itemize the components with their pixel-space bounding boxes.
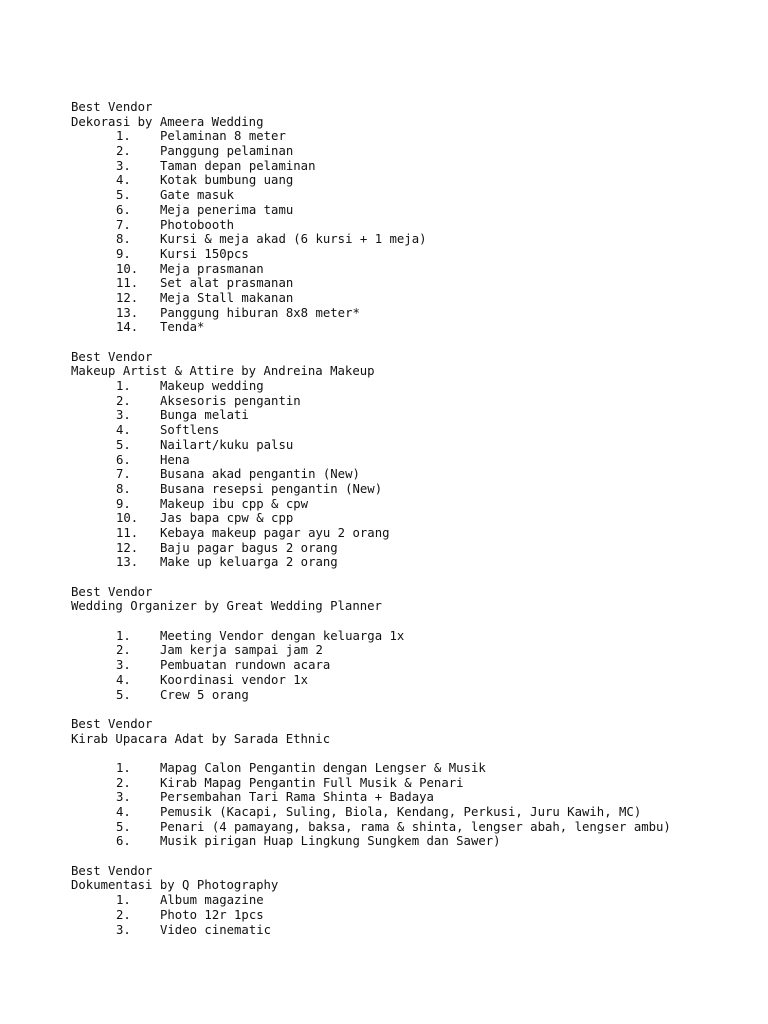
list-item <box>71 276 751 291</box>
list-item <box>71 408 751 423</box>
section-header: Best Vendor <box>71 863 153 878</box>
list-item <box>71 394 751 409</box>
document-body <box>71 100 751 937</box>
vendor-section <box>71 350 751 570</box>
list-item-number: 4. <box>116 423 131 438</box>
list-item <box>71 923 751 938</box>
vendor-section <box>71 717 751 849</box>
list-item-text: Koordinasi vendor 1x <box>160 672 309 687</box>
list-item-number: 4. <box>116 672 131 687</box>
list-item-text: Kirab Mapag Pengantin Full Musik & Penari <box>160 775 464 790</box>
list-spacer <box>71 746 751 761</box>
list-item <box>71 497 751 512</box>
list-item-text: Crew 5 orang <box>160 687 249 702</box>
list-item-number: 8. <box>116 232 131 247</box>
list-item <box>71 232 751 247</box>
list-item-text: Jas bapa cpw & cpp <box>160 511 294 526</box>
section-title: Wedding Organizer by Great Wedding Planner <box>71 599 382 614</box>
list-item <box>71 541 751 556</box>
list-item-text: Persembahan Tari Rama Shinta + Badaya <box>160 790 434 805</box>
section-header: Best Vendor <box>71 716 153 731</box>
list-item-number: 1. <box>116 379 131 394</box>
list-item-number: 5. <box>116 188 131 203</box>
list-item <box>71 423 751 438</box>
list-item-text: Pemusik (Kacapi, Suling, Biola, Kendang, Perkusi, Juru Kawih, MC) <box>160 805 642 819</box>
section-spacer <box>71 702 751 717</box>
list-item <box>71 805 751 820</box>
section-header: Best Vendor <box>71 349 153 364</box>
numbered-list <box>71 893 751 937</box>
list-item <box>71 129 751 144</box>
list-item-number: 12. <box>116 540 139 555</box>
list-item-number: 5. <box>116 819 131 834</box>
list-item-number: 10. <box>116 261 139 276</box>
section-title: Dokumentasi by Q Photography <box>71 878 279 893</box>
list-item-text: Album magazine <box>160 893 264 908</box>
list-item-number: 9. <box>116 496 131 511</box>
list-item <box>71 790 751 805</box>
list-item-number: 2. <box>116 144 131 159</box>
list-item-text: Nailart/kuku palsu <box>160 437 294 452</box>
list-item-text: Meja Stall makanan <box>160 290 294 305</box>
list-item-number: 6. <box>116 452 131 467</box>
list-item <box>71 908 751 923</box>
list-item-text: Meeting Vendor dengan keluarga 1x <box>160 628 405 643</box>
list-item-text: Bunga melati <box>160 408 249 423</box>
list-item <box>71 511 751 526</box>
list-item <box>71 526 751 541</box>
numbered-list <box>71 379 751 570</box>
list-item-number: 6. <box>116 202 131 217</box>
list-item-text: Makeup wedding <box>160 379 264 394</box>
list-item-number: 2. <box>116 393 131 408</box>
list-item-text: Penari (4 pamayang, baksa, rama & shinta, lengser abah, lengser ambu) <box>160 819 671 834</box>
list-item-number: 2. <box>116 907 131 922</box>
list-item-number: 5. <box>116 687 131 702</box>
list-item-text: Baju pagar bagus 2 orang <box>160 540 338 555</box>
list-item-number: 5. <box>116 437 131 452</box>
list-item-text: Hena <box>160 452 190 467</box>
list-item-text: Tenda* <box>160 320 205 335</box>
list-item-text: Meja prasmanan <box>160 261 264 276</box>
list-item <box>71 291 751 306</box>
list-item-text: Jam kerja sampai jam 2 <box>160 643 323 658</box>
list-item-text: Panggung pelaminan <box>160 144 294 159</box>
list-item-number: 2. <box>116 643 131 658</box>
list-item <box>71 262 751 277</box>
list-item-text: Pelaminan 8 meter <box>160 129 286 144</box>
list-item <box>71 658 751 673</box>
list-item-text: Make up keluarga 2 orang <box>160 555 338 570</box>
list-item-text: Pembuatan rundown acara <box>160 658 331 673</box>
list-item <box>71 203 751 218</box>
list-item-number: 1. <box>116 628 131 643</box>
list-item-text: Kursi & meja akad (6 kursi + 1 meja) <box>160 232 427 247</box>
list-item-number: 1. <box>116 129 131 144</box>
list-item-number: 8. <box>116 481 131 496</box>
section-header: Best Vendor <box>71 584 153 599</box>
list-item-text: Aksesoris pengantin <box>160 393 301 408</box>
list-item <box>71 144 751 159</box>
vendor-section <box>71 100 751 335</box>
list-item-number: 4. <box>116 173 131 188</box>
section-spacer <box>71 570 751 585</box>
list-item-number: 3. <box>116 158 131 173</box>
list-item <box>71 467 751 482</box>
list-item <box>71 776 751 791</box>
list-item-number: 1. <box>116 760 131 775</box>
vendor-section <box>71 864 751 937</box>
list-item-number: 2. <box>116 775 131 790</box>
list-item-number: 9. <box>116 246 131 261</box>
list-item-text: Meja penerima tamu <box>160 202 294 217</box>
list-item-text: Set alat prasmanan <box>160 276 294 291</box>
section-title: Kirab Upacara Adat by Sarada Ethnic <box>71 731 331 746</box>
list-item-text: Kursi 150pcs <box>160 246 249 261</box>
list-spacer <box>71 614 751 629</box>
list-item-number: 13. <box>116 305 139 320</box>
list-item-number: 11. <box>116 525 139 540</box>
list-item <box>71 643 751 658</box>
list-item-text: Kotak bumbung uang <box>160 173 294 188</box>
list-item-text: Taman depan pelaminan <box>160 158 316 173</box>
list-item-number: 12. <box>116 290 139 305</box>
list-item <box>71 306 751 321</box>
list-item-number: 3. <box>116 408 131 423</box>
numbered-list <box>71 629 751 702</box>
list-item <box>71 320 751 335</box>
list-item <box>71 820 751 835</box>
list-item <box>71 688 751 703</box>
vendor-section <box>71 585 751 703</box>
list-item-text: Photobooth <box>160 217 235 232</box>
list-item-number: 6. <box>116 834 131 849</box>
section-spacer <box>71 335 751 350</box>
list-item <box>71 453 751 468</box>
list-item-number: 14. <box>116 320 139 335</box>
list-item <box>71 555 751 570</box>
list-item-text: Photo 12r 1pcs <box>160 907 264 922</box>
list-item-number: 13. <box>116 555 139 570</box>
list-item <box>71 379 751 394</box>
list-item <box>71 673 751 688</box>
list-item <box>71 629 751 644</box>
list-item <box>71 218 751 233</box>
list-item <box>71 247 751 262</box>
list-item-text: Video cinematic <box>160 922 272 937</box>
list-item <box>71 482 751 497</box>
list-item-number: 3. <box>116 658 131 673</box>
list-item <box>71 761 751 776</box>
list-item-text: Mapag Calon Pengantin dengan Lengser & Musik <box>160 760 486 775</box>
numbered-list <box>71 761 751 849</box>
list-item-text: Kebaya makeup pagar ayu 2 orang <box>160 525 390 540</box>
list-item <box>71 438 751 453</box>
list-item-number: 7. <box>116 467 131 482</box>
list-item-number: 10. <box>116 511 139 526</box>
list-item <box>71 188 751 203</box>
list-item <box>71 159 751 174</box>
list-item <box>71 893 751 908</box>
list-item <box>71 834 751 849</box>
list-item-number: 4. <box>116 805 131 819</box>
list-item-text: Makeup ibu cpp & cpw <box>160 496 309 511</box>
list-item-number: 11. <box>116 276 139 291</box>
list-item-text: Busana resepsi pengantin (New) <box>160 481 383 496</box>
list-item-number: 3. <box>116 790 131 805</box>
section-spacer <box>71 849 751 864</box>
list-item-text: Gate masuk <box>160 188 235 203</box>
list-item-number: 1. <box>116 893 131 908</box>
list-item-number: 3. <box>116 922 131 937</box>
list-item-text: Panggung hiburan 8x8 meter* <box>160 305 360 320</box>
list-item-number: 7. <box>116 217 131 232</box>
list-item-text: Softlens <box>160 423 220 438</box>
section-header: Best Vendor <box>71 100 153 114</box>
list-item <box>71 173 751 188</box>
numbered-list <box>71 129 751 335</box>
section-title: Dekorasi by Ameera Wedding <box>71 114 264 129</box>
list-item-text: Busana akad pengantin (New) <box>160 467 360 482</box>
list-item-text: Musik pirigan Huap Lingkung Sungkem dan Sawer) <box>160 834 501 849</box>
section-title: Makeup Artist & Attire by Andreina Makeup <box>71 364 375 379</box>
